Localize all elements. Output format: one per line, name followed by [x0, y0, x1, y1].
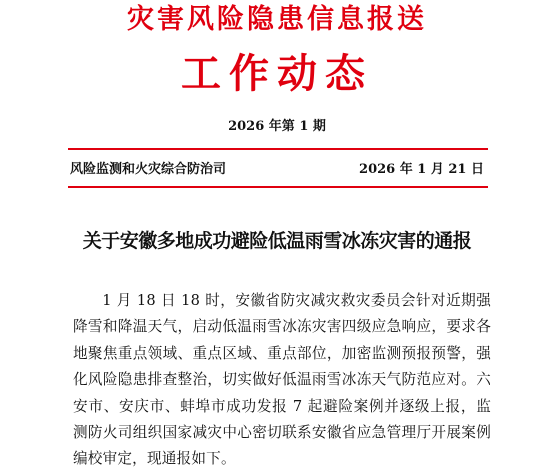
header-subtitle: 工作动态	[181, 50, 373, 97]
issuer-name: 风险监测和火灾综合防治司	[70, 162, 227, 177]
document-title: 关于安徽多地成功避险低温雨雪冰冻灾害的通报	[82, 230, 472, 252]
issue-number: 2026 年第 1 期	[228, 119, 326, 134]
issue-date: 2026 年 1 月 21 日	[359, 162, 484, 177]
body-paragraph: 1 月 18 日 18 时，安徽省防灾减灾救灾委员会针对近期强降雪和降温天气，启动低温雨雪冰冻灾害四级应急响应，要求各地聚焦重点领域、重点区域、重点部位，加密监测预报预警，强化风险隐患排查整治，切实做好低温雨雪冰冻天气防范应对。六安市、安庆市、蚌埠市成功发报 7 起避险案例并逐级上报，监测防火司组织国家减灾中心密切联系安徽省应急管理厅开展案例编校审定，现通报如下。	[73, 292, 491, 468]
top-divider	[68, 148, 488, 150]
header-title: 灾害风险隐患信息报送	[127, 4, 427, 35]
bottom-divider	[68, 186, 488, 188]
